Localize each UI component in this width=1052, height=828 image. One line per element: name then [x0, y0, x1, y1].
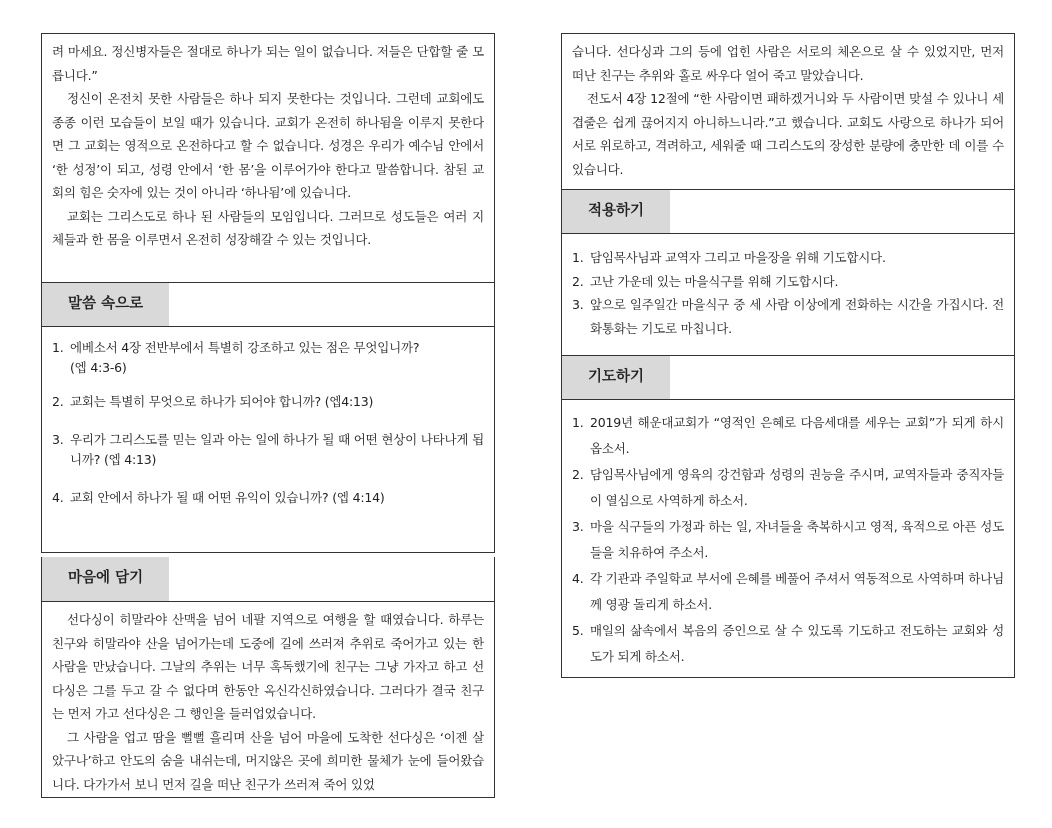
item-number: 3. [572, 519, 584, 534]
question-text: 교회는 특별히 무엇으로 하나가 되어야 합니까? (엡4:13) [70, 394, 374, 409]
heart-section-header [42, 557, 494, 602]
story-continued-paragraph: 전도서 4장 12절에 “한 사람이면 패하겠거니와 두 사람이면 맞설 수 있나니 세 겹줄은 쉽게 끊어지지 아니하느니라.”고 했습니다. 교회도 사랑으로 하나가 되어 서로 위로하고, 격려하고, 세워줄 때 그리스도의 장성한 분량에 충만한 데 이를 수 있습니다. [572, 91, 1004, 177]
question-item [48, 430, 484, 470]
section-title: 마음에 담기 [42, 557, 169, 601]
item-number: 2. [572, 467, 584, 482]
word-section-header [42, 282, 494, 327]
item-number: 1. [572, 415, 584, 430]
story-paragraph: 선다싱이 히말라야 산맥을 넘어 네팔 지역으로 여행을 할 때였습니다. 하루는 친구와 히말라야 산을 넘어가는데 도중에 길에 쓰러져 추위로 죽어가고 있는 한 사람을 만났습니다. 그날의 추위는 너무 혹독했기에 친구는 그냥 가자고 하고 선다싱은 그를 두고 갈 수 없다며 한동안 옥신각신하였습니다. 그러다가 결국 친구는 먼저 가고 선다싱은 그 행인을 들러업었습니다. [52, 612, 484, 721]
question-text: 우리가 그리스도를 믿는 일과 아는 일에 하나가 될 때 어떤 현상이 나타나게 됩니까? (엡 4:13) [70, 432, 484, 467]
apply-section-header [562, 189, 1014, 234]
question-text: 교회 안에서 하나가 될 때 어떤 유익이 있습니까? (엡 4:14) [70, 490, 385, 505]
question-ref: (엡 4:3-6) [70, 360, 127, 375]
prayer-item [568, 462, 1004, 514]
right-main-box [561, 33, 1015, 678]
story-continued-paragraph: 습니다. 선다싱과 그의 등에 업힌 사람은 서로의 체온으로 살 수 있었지만, 먼저 떠난 친구는 추위와 홀로 싸우다 얼어 죽고 말았습니다. [572, 44, 1004, 83]
prayer-item [568, 618, 1004, 670]
left-main-box [41, 33, 495, 553]
apply-item [568, 293, 1004, 340]
question-item [48, 488, 484, 508]
apply-item [568, 270, 1004, 294]
question-number: 3. [52, 432, 64, 447]
section-title: 기도하기 [562, 356, 670, 399]
item-number: 3. [572, 297, 584, 312]
intro-paragraph: 교회는 그리스도로 하나 된 사람들의 모임입니다. 그러므로 성도들은 여러 지체들과 한 몸을 이루면서 온전히 성장해갈 수 있는 것입니다. [52, 208, 484, 247]
question-item [48, 338, 484, 378]
item-number: 2. [572, 273, 584, 289]
question-number: 4. [52, 490, 64, 505]
item-number: 1. [572, 250, 584, 265]
word-question-list [48, 338, 484, 508]
intro-paragraph: 려 마세요. 정신병자들은 절대로 하나가 되는 일이 없습니다. 저들은 단합할 줄 모릅니다.” [52, 44, 484, 83]
question-number: 1. [52, 340, 64, 355]
item-text: 매일의 삶속에서 복음의 증인으로 살 수 있도록 기도하고 전도하는 교회와 성도가 되게 하소서. [590, 623, 1004, 664]
item-text: 각 기관과 주일학교 부서에 은혜를 베풀어 주셔서 역동적으로 사역하며 하나님께 영광 돌리게 하소서. [590, 571, 1004, 612]
item-text: 담임목사님과 교역자 그리고 마을장을 위해 기도합시다. [590, 250, 886, 265]
prayer-item [568, 566, 1004, 618]
question-item [48, 392, 484, 412]
heart-section-box [41, 557, 495, 798]
item-number: 5. [572, 623, 584, 638]
section-title: 적용하기 [562, 190, 670, 233]
prayer-item [568, 410, 1004, 462]
item-text: 마을 식구들의 가정과 하는 일, 자녀들을 축복하시고 영적, 육적으로 아픈 성도들을 치유하여 주소서. [590, 519, 1004, 560]
item-text: 고난 가운데 있는 마을식구를 위해 기도합시다. [590, 273, 839, 289]
apply-list [568, 246, 1004, 340]
item-text: 앞으로 일주일간 마을식구 중 세 사람 이상에게 전화하는 시간을 가집시다. 전화통화는 기도로 마칩니다. [590, 297, 1004, 336]
left-intro-text [52, 40, 484, 252]
heart-text [52, 608, 484, 796]
right-intro-text [572, 40, 1004, 181]
intro-paragraph: 정신이 온전치 못한 사람들은 하나 되지 못한다는 것입니다. 그런데 교회에도 종종 이런 모습들이 보일 때가 있습니다. 교회가 온전히 하나됨을 이루지 못한다면 그 교회는 영적으로 온전하다고 할 수 없습니다. 성경은 우리가 예수님 안에서 ‘한 성정’이 되고, 성령 안에서 ‘한 몸’을 이루어가야 한다고 말씀합니다. 참된 교회의 힘은 숫자에 있는 것이 아니라 ‘하나됨’에 있습니다. [52, 91, 484, 200]
prayer-list [568, 410, 1004, 670]
question-number: 2. [52, 394, 64, 409]
question-text: 에베소서 4장 전반부에서 특별히 강조하고 있는 점은 무엇입니까? [70, 340, 420, 355]
story-paragraph: 그 사람을 업고 땀을 뻘뻘 흘리며 산을 넘어 마을에 도착한 선다싱은 ‘이젠 살았구나’하고 안도의 숨을 내쉬는데, 머지않은 곳에 희미한 물체가 눈에 들어왔습니다. 다가가서 보니 먼저 길을 떠난 친구가 쓰러져 죽어 있었 [52, 729, 484, 792]
item-text: 2019년 해운대교회가 “영적인 은혜로 다음세대를 세우는 교회”가 되게 하시옵소서. [590, 415, 1004, 456]
prayer-section-header [562, 355, 1014, 400]
item-number: 4. [572, 571, 584, 586]
prayer-item [568, 514, 1004, 566]
item-text: 담임목사님에게 영육의 강건함과 성령의 권능을 주시며, 교역자들과 중직자들이 열심으로 사역하게 하소서. [590, 467, 1004, 508]
section-title: 말씀 속으로 [42, 283, 169, 326]
apply-item [568, 246, 1004, 270]
